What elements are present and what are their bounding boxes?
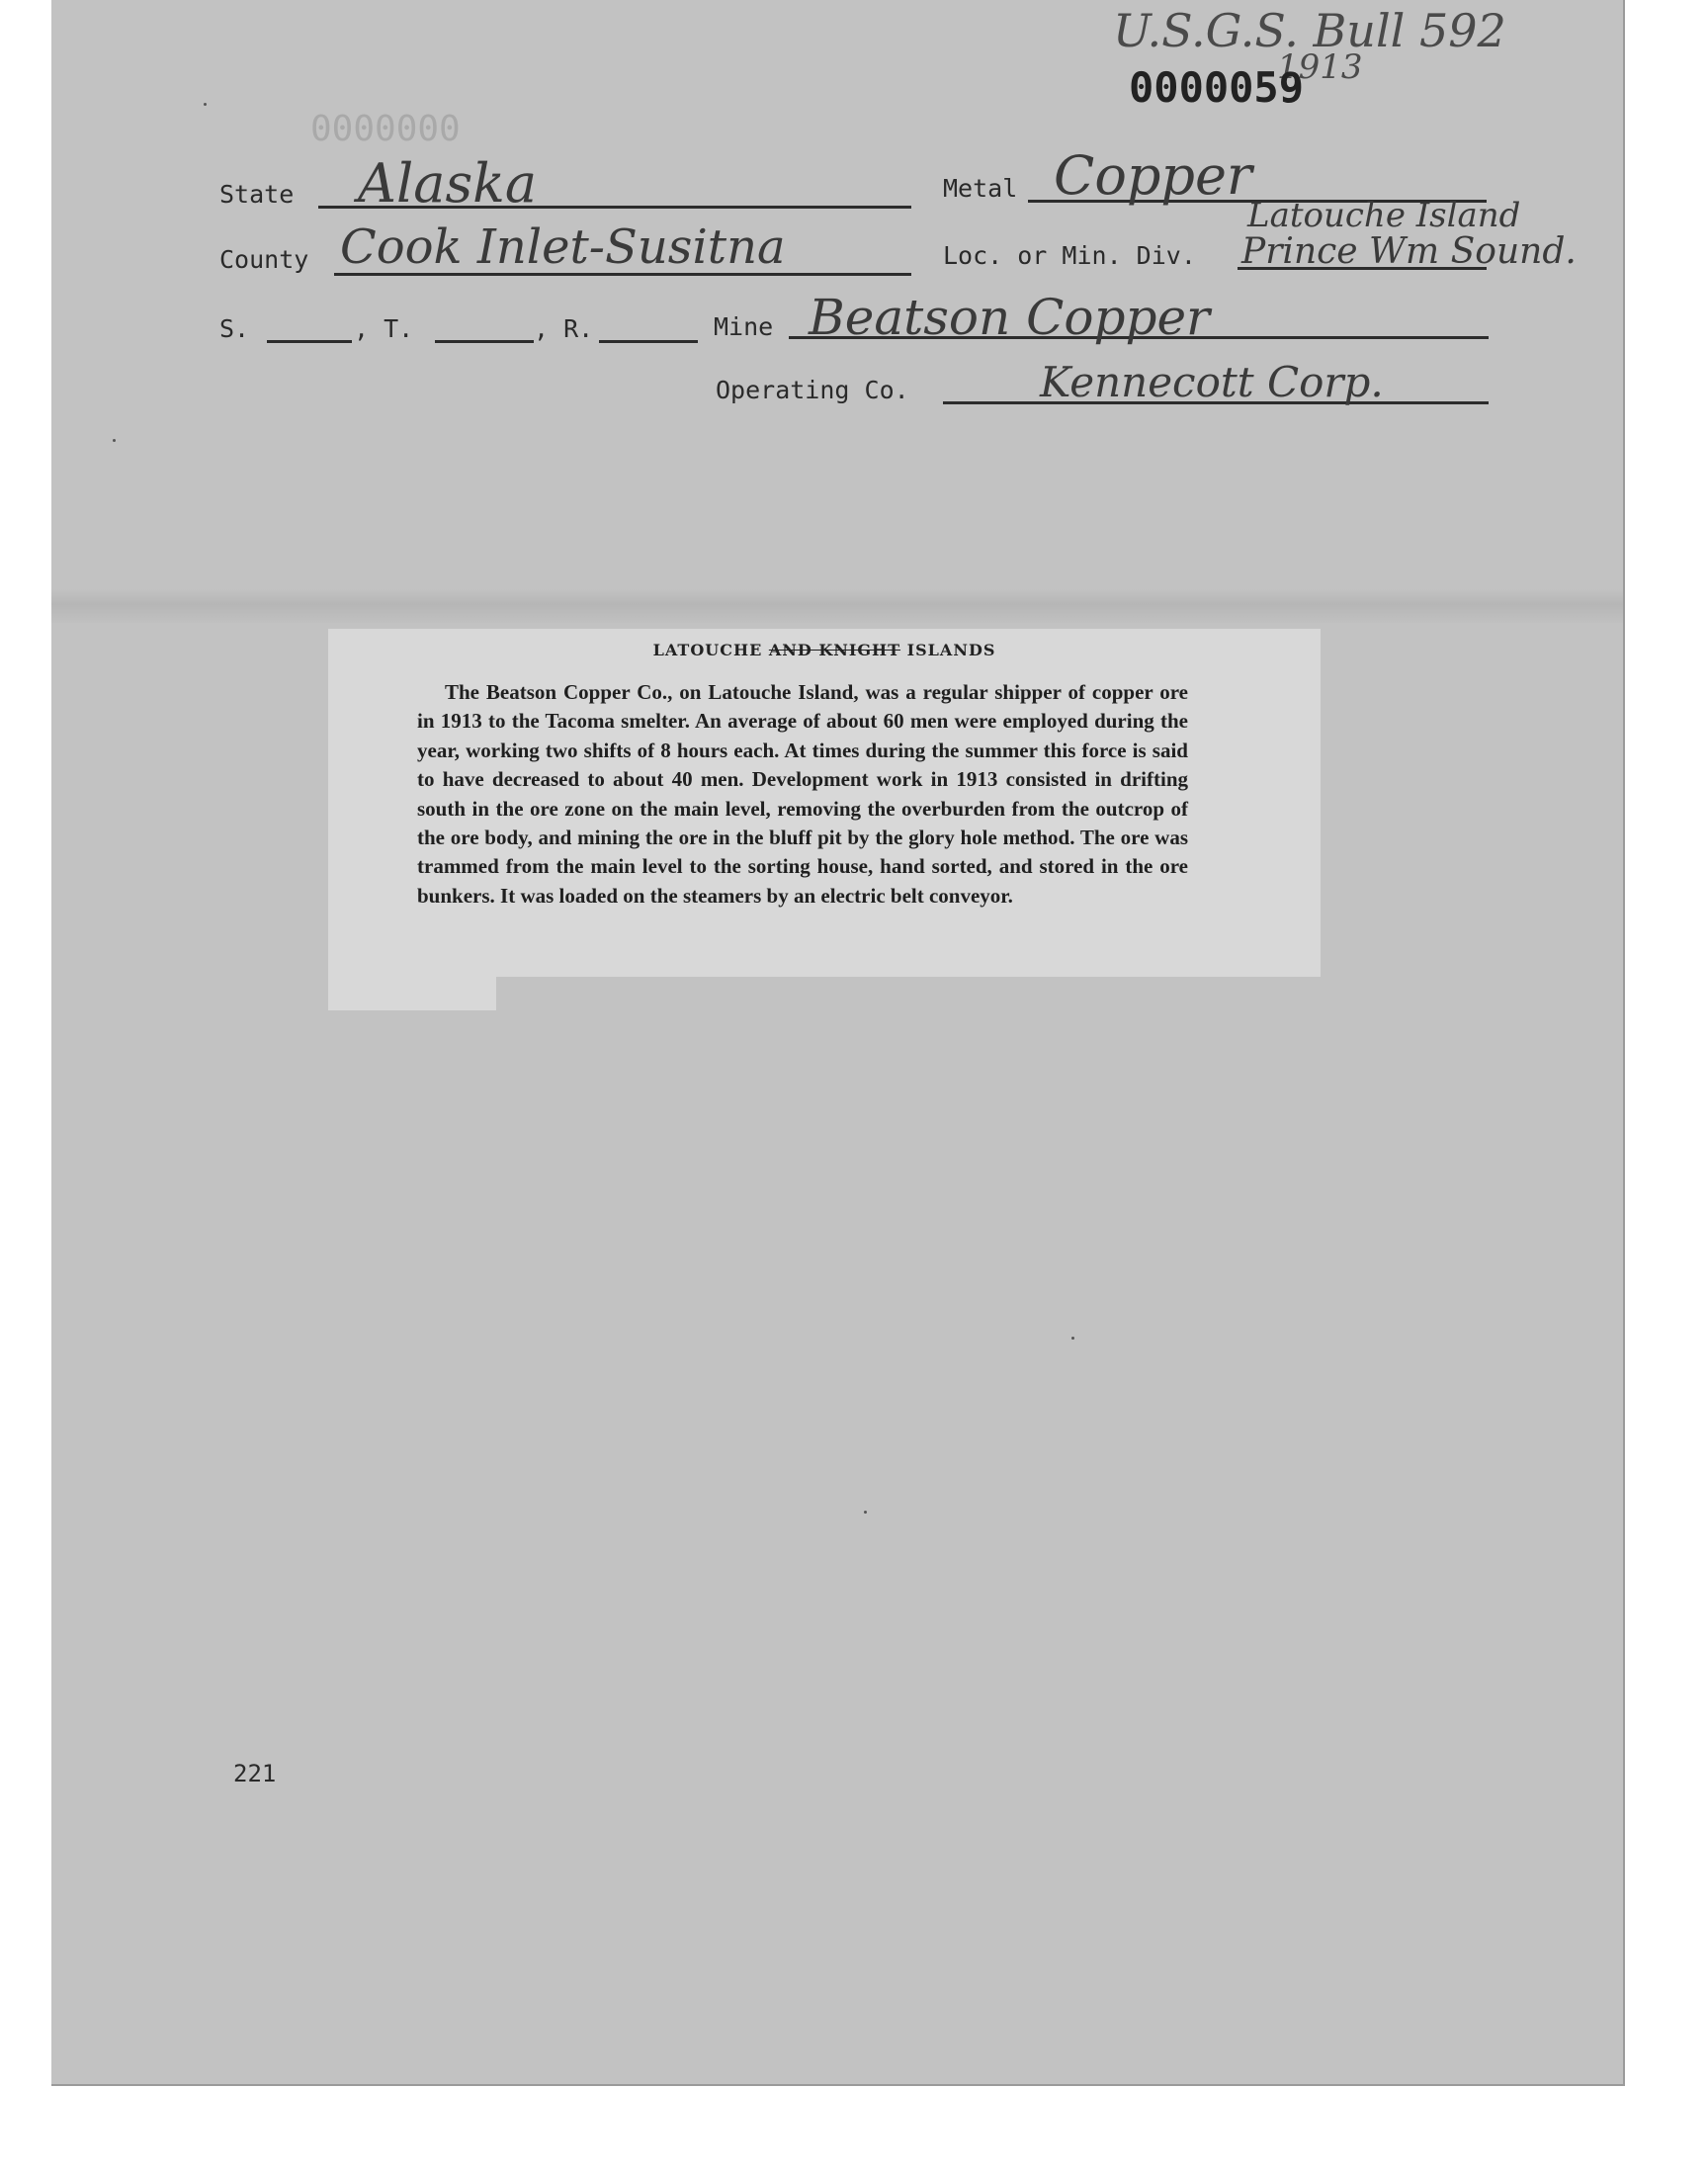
loc-label: Loc. or Min. Div. <box>943 241 1196 270</box>
operating-co-label: Operating Co. <box>716 376 909 404</box>
township-line <box>435 340 534 343</box>
clipping-tail <box>328 977 496 1010</box>
section-line <box>267 340 352 343</box>
operating-co-value: Kennecott Corp. <box>1040 358 1384 406</box>
mine-value: Beatson Copper <box>809 289 1210 346</box>
county-label: County <box>219 245 309 274</box>
township-label: , T. <box>354 314 414 343</box>
range-label: , R. <box>534 314 594 343</box>
heading-struck-text: AND KNIGHT <box>768 641 901 659</box>
range-line <box>599 340 698 343</box>
year-annotation: 1913 <box>1277 47 1363 87</box>
heading-part1: LATOUCHE <box>652 641 763 659</box>
clipping-body: The Beatson Copper Co., on Latouche Island, was a regular shipper of copper ore in 1913 to the Tacoma smelter. An average of about 60 men were employed during the year, working two shifts of 8 hours each. At times during the summer this force is said to have decreased to about 40 men. Development work in 1913 consisted in drifting south in the ore zone on the main level, removing the overburden from the outcrop of the ore body, and mining the ore in the bluff pit by the glory hole method. The ore was trammed from the main level to the sorting house, hand sorted, and stored in the ore bunkers. It was loaded on the steamers by an electric belt conveyor. <box>417 680 1188 908</box>
page-number: 221 <box>233 1760 277 1787</box>
loc-value-line2: Prince Wm Sound. <box>1241 231 1577 272</box>
loc-value-line1: Latouche Island <box>1247 196 1521 235</box>
faded-number-stamp: 0000000 <box>310 109 461 149</box>
speck-mark <box>864 1511 867 1514</box>
clipping-heading <box>328 641 1321 659</box>
record-number-stamp: 0000059 <box>1129 63 1305 112</box>
speck-mark <box>113 439 116 442</box>
county-value: Cook Inlet-Susitna <box>340 219 786 275</box>
speck-mark <box>204 103 207 106</box>
metal-label: Metal <box>943 174 1018 203</box>
bulletin-reference: U.S.G.S. Bull 592 <box>1113 4 1506 57</box>
paper-fold <box>51 589 1623 623</box>
heading-part2: ISLANDS <box>906 641 996 659</box>
speck-mark <box>1071 1337 1074 1340</box>
mine-label: Mine <box>714 312 774 341</box>
section-label: S. <box>219 314 250 343</box>
metal-value: Copper <box>1054 144 1252 207</box>
state-value: Alaska <box>358 152 538 215</box>
state-label: State <box>219 180 295 209</box>
